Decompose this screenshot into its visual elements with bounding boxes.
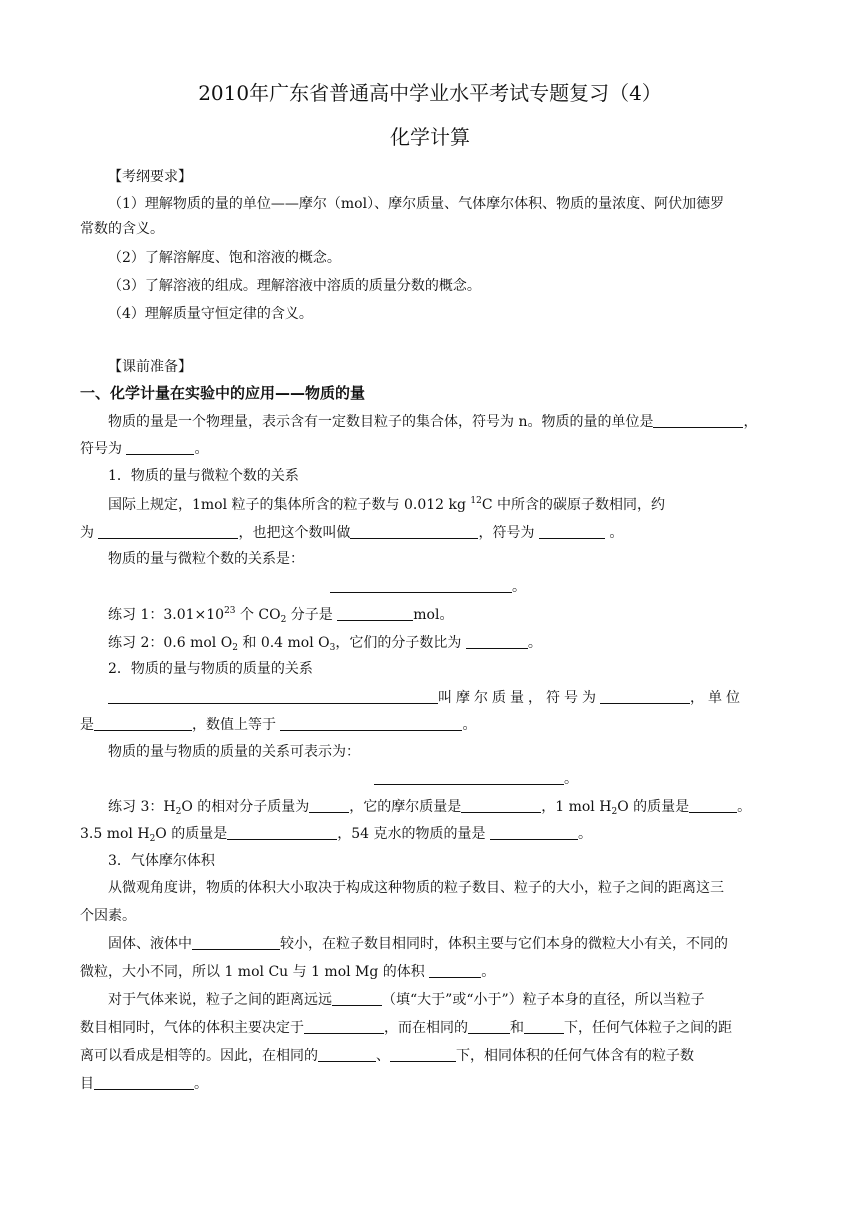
answer-blank[interactable] — [539, 524, 605, 539]
answer-blank[interactable] — [108, 689, 438, 704]
answer-blank[interactable] — [330, 578, 512, 593]
subsection-3-line-1: 从微观角度讲，物质的体积大小取决于构成这种物质的粒子数目、粒子的大小，粒子之间的距离这三 — [108, 880, 724, 896]
subsection-2-line-1: 叫摩尔质量，符号为 ，单位 — [108, 688, 744, 708]
answer-blank[interactable] — [468, 1019, 510, 1034]
exercise-3-line-2: 3.5 mol $H_2O$ 的质量是 ，54 克水的物质的量是 。 — [80, 826, 592, 844]
answer-blank[interactable] — [332, 991, 382, 1006]
subsection-1-line-1: 国际上规定，1mol 粒子的集体所含的粒子数与 0.012 kg $^{12}$C 中所含的碳原子数相同，约 — [108, 496, 666, 513]
answer-blank[interactable] — [374, 770, 564, 785]
subsection-2-line-3: 物质的量与物质的质量的关系可表示为： — [108, 744, 360, 760]
subsection-3-line-7: 离可以看成是相等的。因此，在相同的 、 下，相同体积的任何气体含有的粒子数 — [80, 1048, 694, 1064]
answer-blank[interactable] — [490, 825, 578, 840]
answer-blank[interactable] — [98, 524, 238, 539]
answer-blank[interactable] — [192, 935, 280, 950]
subsection-1-formula-line: 。 — [330, 577, 526, 597]
subsection-2-title: 2．物质的量与物质的质量的关系 — [108, 661, 313, 677]
answer-blank[interactable] — [304, 1019, 384, 1034]
outline-heading: 【考纲要求】 — [108, 169, 192, 185]
answer-blank[interactable] — [653, 413, 743, 428]
answer-blank[interactable] — [689, 798, 737, 813]
subsection-1-line-2: 为 ，也把这个数叫做 ，符号为 。 — [80, 525, 624, 541]
subsection-1-line-3: 物质的量与微粒个数的关系是： — [108, 551, 304, 567]
outline-item-1-cont: 常数的含义。 — [80, 221, 164, 237]
paragraph-1-line-2: 符号为 。 — [80, 441, 209, 457]
subsection-3-line-2: 个因素。 — [80, 908, 136, 924]
answer-blank[interactable] — [524, 1019, 564, 1034]
document-subtitle: 化学计算 — [390, 125, 470, 149]
answer-blank[interactable] — [318, 1047, 376, 1062]
answer-blank[interactable] — [600, 689, 690, 704]
answer-blank[interactable] — [350, 524, 478, 539]
answer-blank[interactable] — [429, 963, 481, 978]
outline-item-1: （1）理解物质的量的单位——摩尔（mol）、摩尔质量、气体摩尔体积、物质的量浓度、阿伏加德罗 — [108, 196, 725, 212]
answer-blank[interactable] — [126, 440, 194, 455]
answer-blank[interactable] — [461, 798, 541, 813]
exercise-2: 练习 2：0.6 mol $O_2$ 和 0.4 mol $O_3$，它们的分子数比为 。 — [108, 635, 542, 653]
subsection-3-line-6: 数目相同时，气体的体积主要决定于 ，而在相同的 和 下，任何气体粒子之间的距 — [80, 1020, 732, 1036]
answer-blank[interactable] — [227, 825, 337, 840]
subsection-3-line-5: 对于气体来说，粒子之间的距离远远 （填“大于”或“小于”）粒子本身的直径，所以当粒子 — [108, 992, 705, 1008]
answer-blank[interactable] — [94, 716, 192, 731]
subsection-3-title: 3．气体摩尔体积 — [108, 853, 215, 869]
answer-blank[interactable] — [466, 634, 528, 649]
subsection-2-line-2: 是 ，数值上等于 。 — [80, 717, 477, 733]
exercise-1: 练习 1：$3.01\times 10^{23}$ 个 $CO_2$ 分子是 mol。 — [108, 606, 454, 625]
answer-blank[interactable] — [280, 716, 462, 731]
answer-blank[interactable] — [309, 798, 349, 813]
subsection-3-line-3: 固体、液体中 较小，在粒子数目相同时，体积主要与它们本身的微粒大小有关，不同的 — [108, 936, 728, 952]
section-title: 一、化学计量在实验中的应用——物质的量 — [80, 384, 366, 402]
exercise-3-line-1: 练习 3：$H_2O$ 的相对分子质量为 ，它的摩尔质量是 ，1 mol $H_2O$ 的质量是 。 — [108, 799, 752, 817]
prep-heading: 【课前准备】 — [108, 359, 192, 375]
answer-blank[interactable] — [94, 1075, 194, 1090]
answer-blank[interactable] — [337, 606, 413, 621]
document-title: 2010年广东省普通高中学业水平考试专题复习（4） — [198, 81, 662, 105]
subsection-2-formula-line: 。 — [374, 769, 578, 789]
subsection-3-line-4: 微粒，大小不同，所以 1 mol Cu 与 1 mol Mg 的体积 。 — [80, 964, 496, 980]
outline-item-4: （4）理解质量守恒定律的含义。 — [108, 306, 313, 322]
outline-item-3: （3）了解溶液的组成。理解溶液中溶质的质量分数的概念。 — [108, 278, 481, 294]
paragraph-1-line-1: 物质的量是一个物理量，表示含有一定数目粒子的集合体，符号为 n。物质的量的单位是 ， — [108, 414, 758, 430]
subsection-3-line-8: 目 。 — [80, 1076, 208, 1092]
outline-item-2: （2）了解溶解度、饱和溶液的概念。 — [108, 250, 341, 266]
subsection-1-title: 1．物质的量与微粒个数的关系 — [108, 468, 299, 484]
answer-blank[interactable] — [390, 1047, 456, 1062]
